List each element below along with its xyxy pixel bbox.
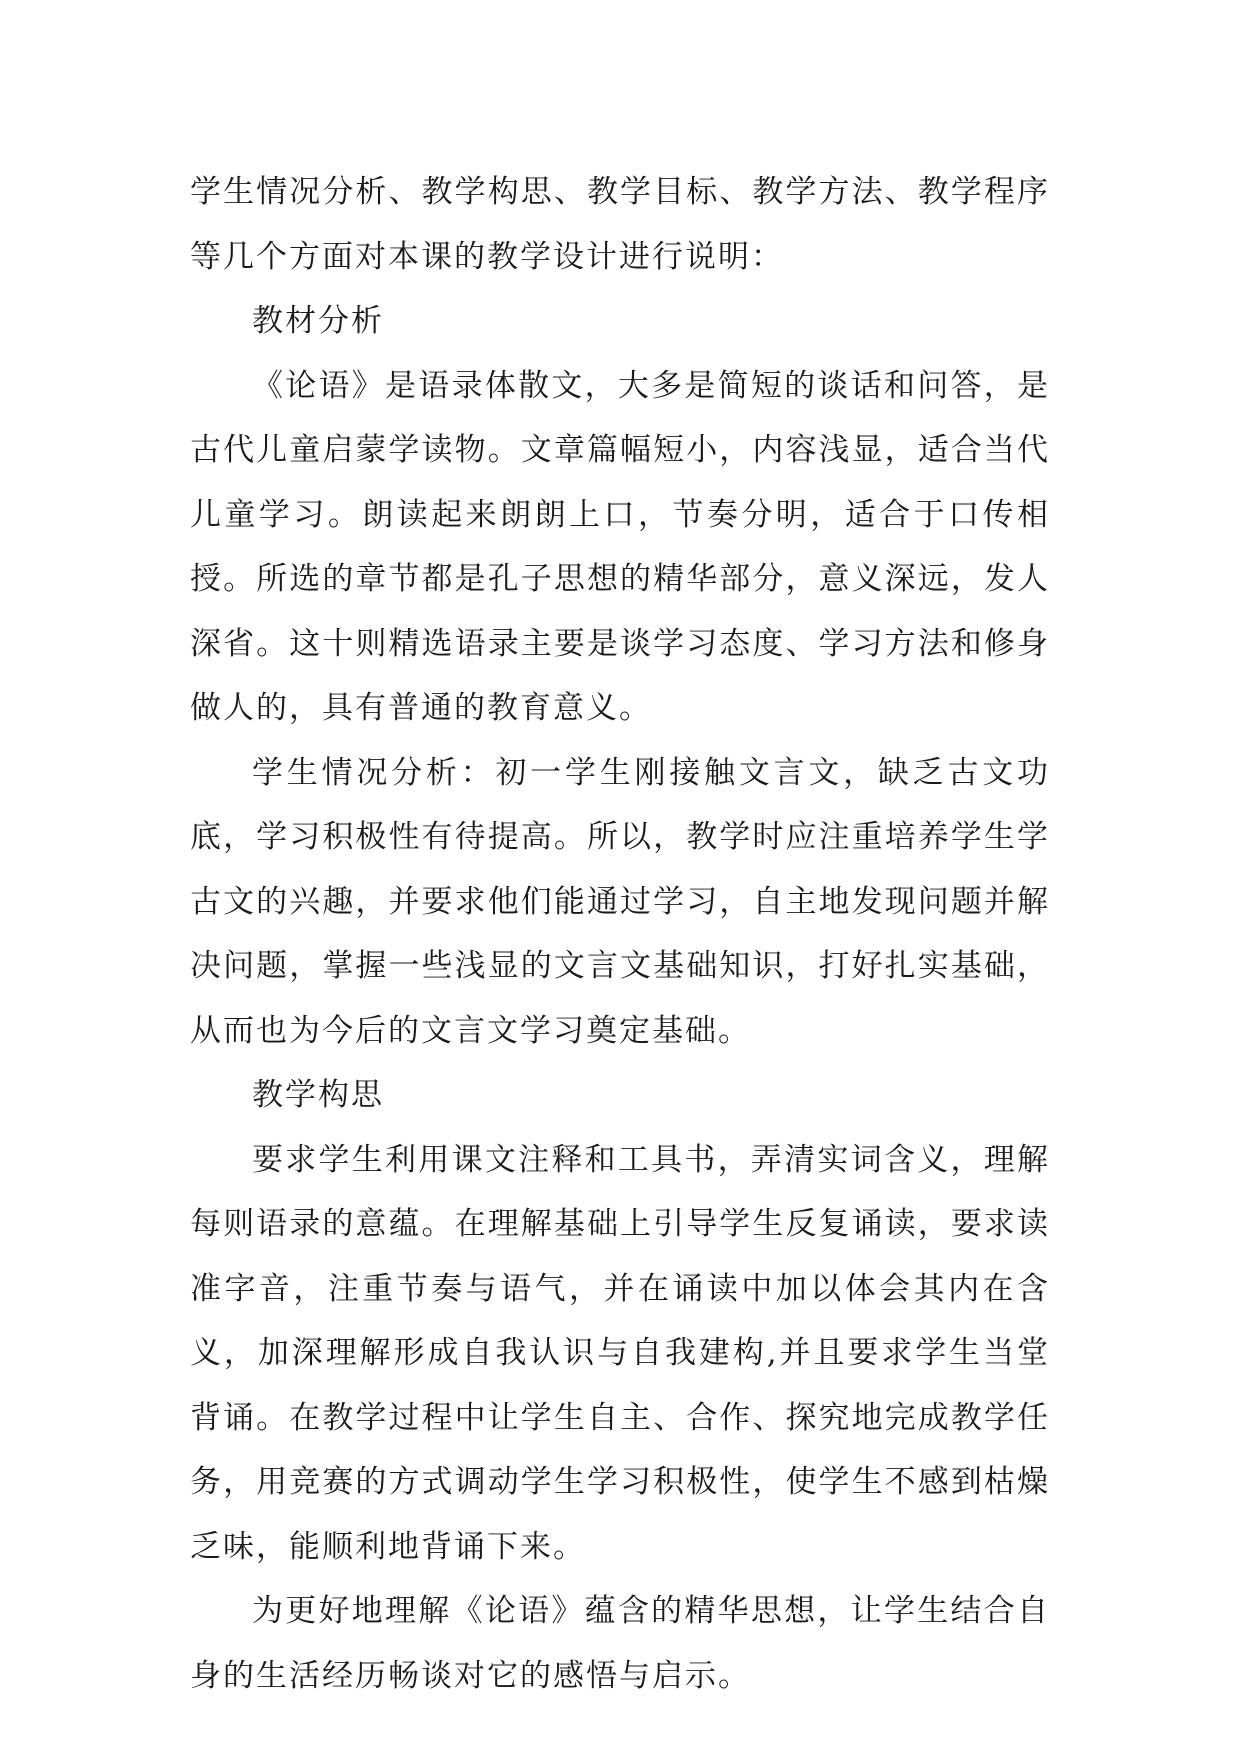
- heading-textbook-analysis: 教材分析: [252, 303, 384, 339]
- paragraph-teaching-concept: 要求学生利用课文注释和工具书，弄清实词含义，理解每则语录的意蕴。在理解基础上引导学生反复诵读，要求读准字音，注重节奏与语气，并在诵读中加以体会其内在含义，加深理解形成自我认识与自我建构,并且要求学生当堂背诵。在教学过程中让学生自主、合作、探究地完成教学任务，用竞赛的方式调动学生学习积极性，使学生不感到枯燥乏味，能顺利地背诵下来。: [190, 1141, 1050, 1565]
- paragraph-understanding-goal: 为更好地理解《论语》蕴含的精华思想，让学生结合自身的生活经历畅谈对它的感悟与启示。: [190, 1593, 1050, 1694]
- paragraph-intro-continuation: 学生情况分析、教学构思、教学目标、教学方法、教学程序等几个方面对本课的教学设计进行说明：: [190, 174, 1050, 275]
- paragraph-student-analysis: 学生情况分析：初一学生刚接触文言文，缺乏古文功底，学习积极性有待提高。所以，教学时应注重培养学生学古文的兴趣，并要求他们能通过学习，自主地发现问题并解决问题，掌握一些浅显的文言文基础知识，打好扎实基础，从而也为今后的文言文学习奠定基础。: [190, 754, 1050, 1049]
- document-body: [190, 160, 1050, 1708]
- paragraph-textbook-analysis: 《论语》是语录体散文，大多是简短的谈话和问答，是古代儿童启蒙学读物。文章篇幅短小，内容浅显，适合当代儿童学习。朗读起来朗朗上口，节奏分明，适合于口传相授。所选的章节都是孔子思想的精华部分，意义深远，发人深省。这十则精选语录主要是谈学习态度、学习方法和修身做人的，具有普通的教育意义。: [190, 367, 1050, 726]
- heading-teaching-concept: 教学构思: [252, 1077, 384, 1113]
